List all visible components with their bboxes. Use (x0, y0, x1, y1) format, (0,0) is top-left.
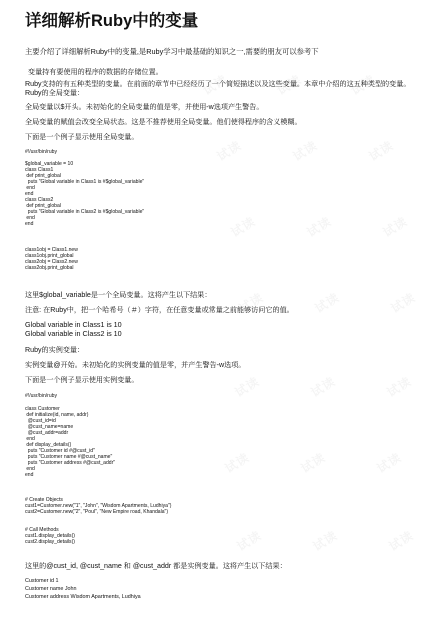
watermark-text (227, 212, 258, 240)
global-example-intro: 下面是一个例子显示使用全局变量。 (25, 133, 139, 141)
intro-paragraph: 主要介绍了详细解析Ruby中的变量,是Ruby学习中最基础的知识之一,需要的朋友可以参考下 (25, 47, 319, 56)
watermark-text (297, 448, 328, 476)
watermark-text (311, 288, 342, 316)
variable-intro-paragraph: 变量持有要使用的程序的数据的存储位置。 (28, 68, 163, 76)
global-result-intro: 这里$global_variable是一个全局变量。这将产生以下结果： (25, 291, 212, 299)
watermark-text (373, 448, 404, 476)
global-note: 注意: 在Ruby中，把一个哈希号（＃）字符，在任意变量或常量之前能够访问它的值。 (25, 306, 294, 314)
watermark-text (307, 372, 338, 400)
watermark-text (383, 372, 414, 400)
global-code-classes: $global_variable = 10 class Class1 def print_global puts "Global variable in Class1 is #$global_variable" end end class Class2 def print_global puts "Global variable in Class2 is #$global_variable" end end (25, 161, 145, 228)
instance-output: Customer id 1 Customer name John Customer address Wisdom Apartments, Ludhiya (25, 578, 141, 601)
instance-code-create-objects: # Create Objects cust1=Customer.new("1", "John", "Wisdom Apartments, Ludhiya") cust2=Customer.new("2", "Poul", "New Empire road, Khandala") (25, 497, 172, 516)
global-variable-rule: 全局变量以$开头。未初始化的全局变量的值是零，并使用-w选项产生警告。 (25, 103, 264, 111)
instance-code-shebang: #!/usr/bin/ruby (25, 393, 57, 399)
global-variable-warning: 全局变量的赋值会改变全局状态。这是不推荐使用全局变量。他们使得程序的含义模糊。 (25, 118, 302, 126)
global-variable-heading: Ruby的全局变量： (25, 89, 85, 97)
instance-variable-rule: 实例变量@开始。未初始化的实例变量的值是零，并产生警告-w选项。 (25, 361, 246, 369)
instance-code-call-methods: # Call Methods cust1.display_details() cust2.display_details() (25, 527, 75, 546)
watermark-text (385, 526, 416, 554)
watermark-text (309, 526, 340, 554)
instance-example-intro: 下面是一个例子显示使用实例变量。 (25, 376, 139, 384)
instance-variable-heading: Ruby的实例变量： (25, 346, 85, 354)
watermark-text (379, 212, 410, 240)
watermark-text (289, 136, 320, 164)
document-title: 详细解析Ruby中的变量 (25, 12, 199, 30)
global-output: Global variable in Class1 is 10 Global variable in Class2 is 10 (25, 320, 122, 339)
variable-types-paragraph-line-1: Ruby支持的有五种类型的变量。在前面的章节中已经经历了一个简短描述以及这些变量。本章中介绍的这五种类型的变量。 (25, 80, 411, 88)
watermark-text (213, 136, 244, 164)
watermark-text (233, 526, 264, 554)
watermark-text (231, 372, 262, 400)
instance-code-class: class Customer def initialize(id, name, addr) @cust_id=id @cust_name=name @cust_addr=addr end def display_details() puts "Customer id #@cust_id" puts "Customer name #@cust_name" puts "Customer address #@cust_addr" end end (25, 406, 116, 479)
watermark-text (221, 448, 252, 476)
watermark-text (387, 288, 418, 316)
instance-result-intro: 这里的@cust_id, @cust_name 和 @cust_addr 都是实例变量。这将产生以下结果： (25, 562, 287, 570)
global-code-objects: class1obj = Class1.new class1obj.print_global class2obj = Class2.new class2obj.print_global (25, 247, 78, 272)
watermark-text (303, 212, 334, 240)
global-code-shebang: #!/usr/bin/ruby (25, 149, 57, 155)
watermark-text (365, 136, 396, 164)
